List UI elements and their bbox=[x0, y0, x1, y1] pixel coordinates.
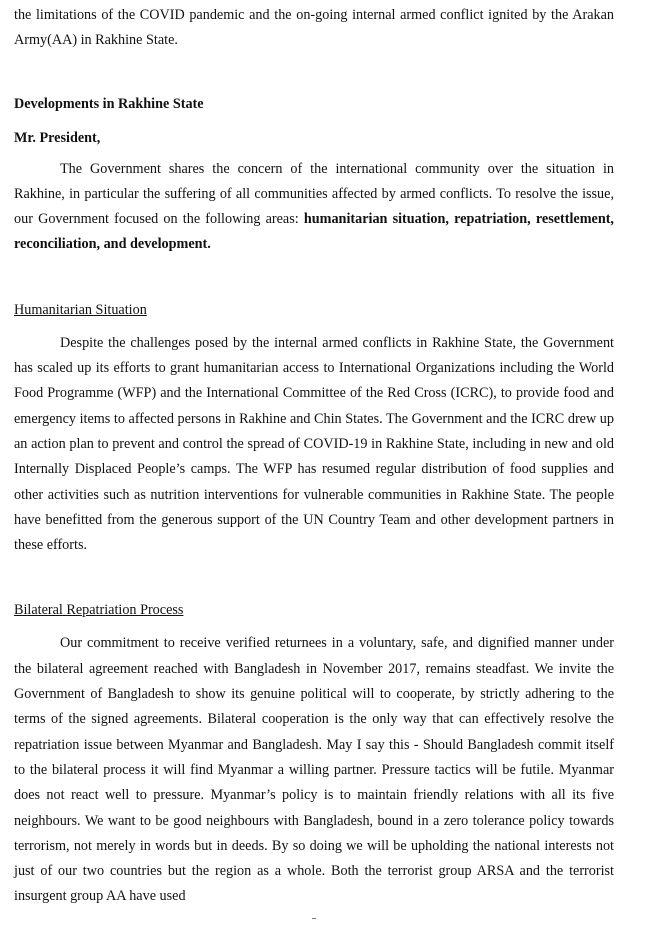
section-heading-rakhine: Developments in Rakhine State bbox=[14, 95, 204, 112]
spacer bbox=[14, 623, 614, 631]
salutation: Mr. President, bbox=[14, 129, 101, 146]
repatriation-paragraph: Our commitment to receive verified returnees in a voluntary, safe, and dignified manner under the bilateral agreement reached with Bangladesh in November 2017, remains steadfast. We invite the Government of Bangladesh to show its genuine political will to cooperate, by strictly adhering to the terms of the signed agreements. Bilateral cooperation is the only way that can effectively resolve the repatriation issue between Myanmar and Bangladesh. May I say this - Should Bangladesh commit itself to the bilateral process it will find Myanmar a willing partner. Pressure tactics will be futile. Myanmar does not react well to pressure. Myanmar’s policy is to maintain friendly relations with all its five neighbours. We want to be good neighbours with Bangladesh, bound in a zero tolerance policy towards terrorism, not merely in words but in deeds. By so doing we will be upholding the national interests not just of our two countries but the region as a whole. Both the terrorist group ARSA and the terrorist insurgent group AA have used bbox=[14, 635, 614, 905]
humanitarian-paragraph: Despite the challenges posed by the internal armed conflicts in Rakhine State, the Government has scaled up its efforts to grant humanitarian access to International Organizations including the World Food Programme (WFP) and the International Committee of the Red Cross (ICRC), to provide food and emergency items to affected persons in Rakhine and Chin States. The Government and the ICRC drew up an action plan to prevent and control the spread of COVID-19 in Rakhine State, including in new and old Internally Displaced People’s camps. The WFP has resumed regular distribution of food supplies and other activities such as nutrition interventions for vulnerable communities in Rakhine State. The people have benefitted from the generous support of the UN Country Team and other development partners in these efforts. bbox=[14, 334, 614, 554]
spacer bbox=[14, 258, 614, 298]
spacer bbox=[14, 323, 614, 331]
rakhine-paragraph bbox=[14, 157, 614, 258]
rakhine-paragraph-text: The Government shares the concern of the international community over the situation in Rakhine, in particular the suffering of all communities affected by armed conflicts. To resolve the issue, our Government focused on the following areas: bbox=[14, 160, 614, 228]
spacer bbox=[14, 117, 614, 126]
intro-paragraph: the limitations of the COVID pandemic and the on-going internal armed conflict ignited by the Arakan Army(AA) in Rakhine State. bbox=[14, 7, 614, 49]
page-mark bbox=[312, 918, 316, 919]
rakhine-focus-areas: humanitarian situation, repatriation, resettlement, reconciliation, and development. bbox=[14, 211, 614, 253]
spacer bbox=[14, 558, 614, 598]
spacer bbox=[14, 54, 614, 92]
section-title-repatriation: Bilateral Repatriation Process bbox=[14, 602, 184, 619]
section-title-humanitarian: Humanitarian Situation bbox=[14, 301, 147, 318]
document-page bbox=[14, 3, 614, 910]
